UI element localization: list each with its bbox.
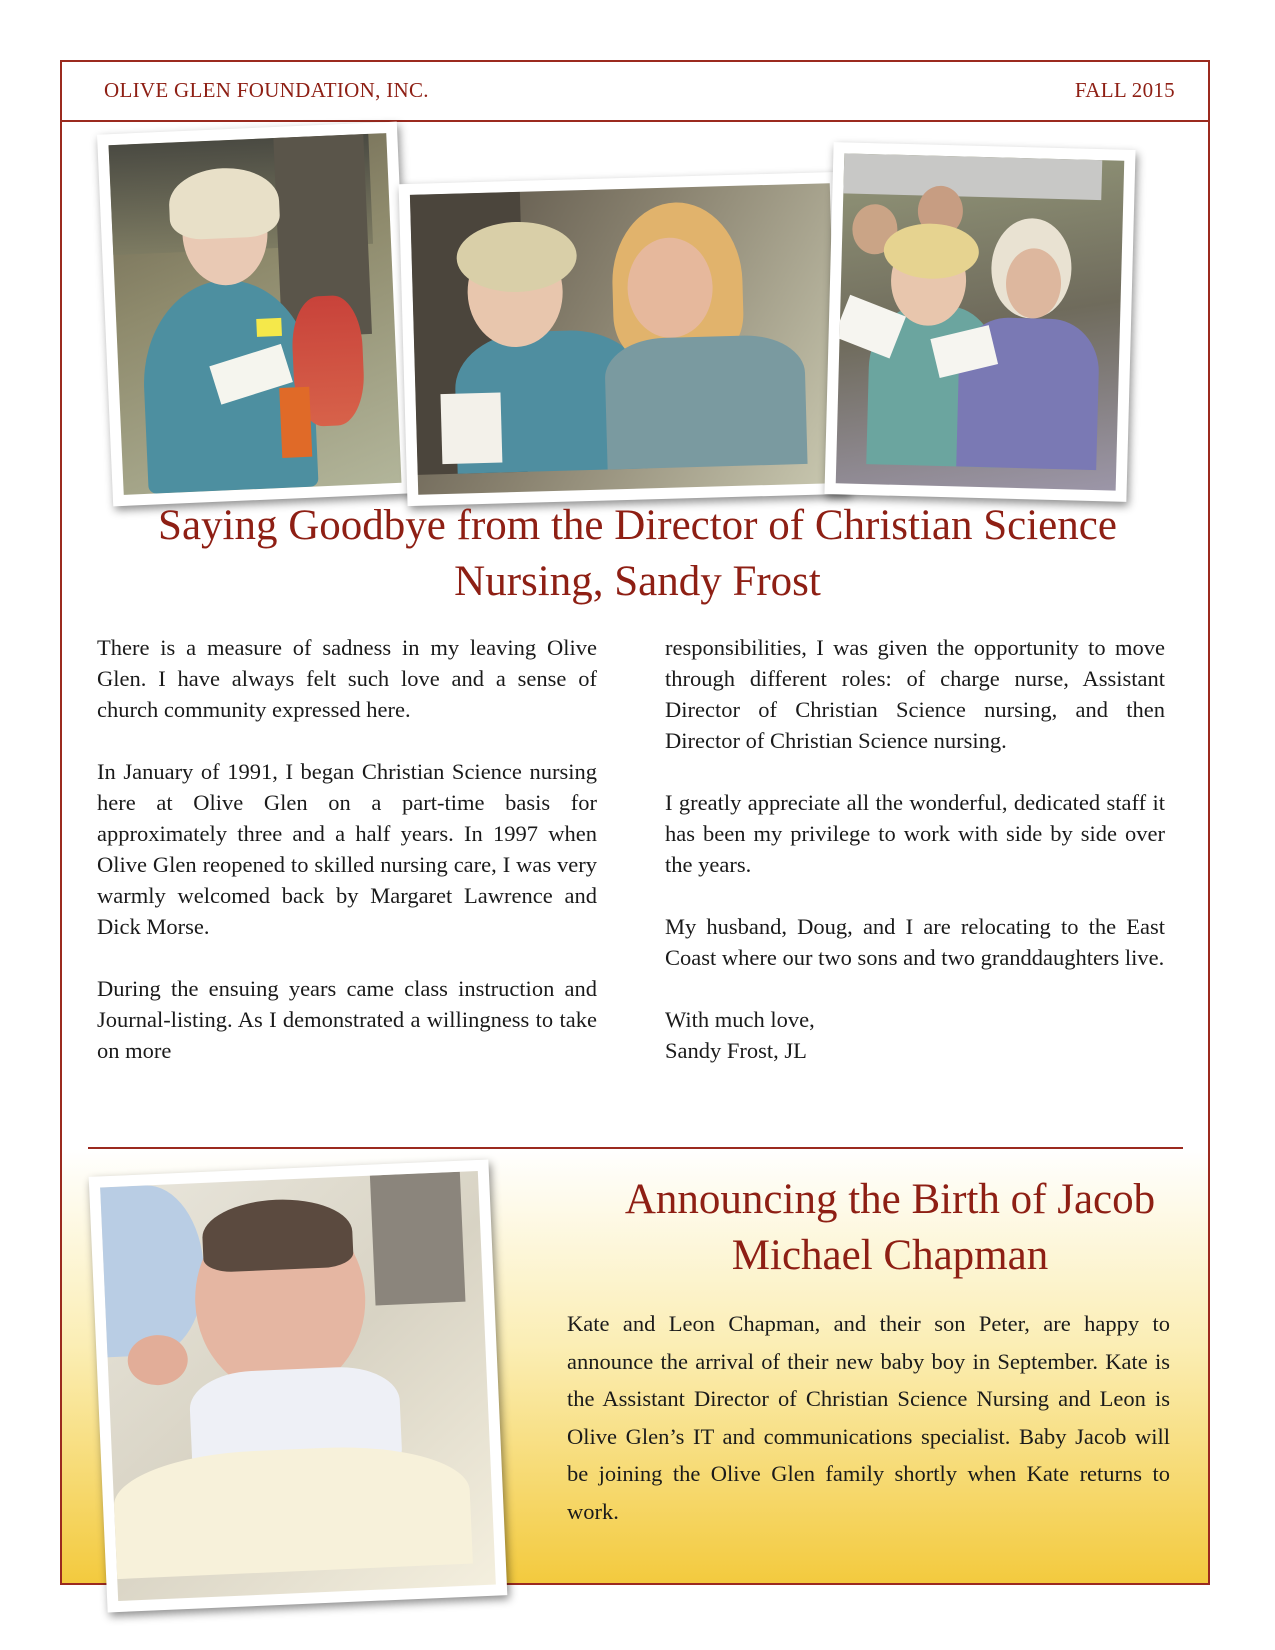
issue-date: FALL 2015 (1074, 78, 1175, 102)
article-title-goodbye: Saying Goodbye from the Director of Christian Science Nursing, Sandy Frost (158, 502, 1117, 605)
header-rule (60, 120, 1210, 122)
photo-baby (89, 1159, 508, 1612)
article-right-column (665, 632, 1165, 1066)
photo-gathering (824, 142, 1135, 502)
article-left-column (97, 632, 597, 1097)
paragraph: I greatly appreciate all the wonderful, dedicated staff it has been my privilege to work with side by side over the years. (665, 790, 1165, 877)
paragraph: During the ensuing years came class instruction and Journal-listing. As I demonstrated a willingness to take on more (97, 976, 597, 1063)
organization-name: OLIVE GLEN FOUNDATION, INC. (104, 78, 429, 102)
photo-sandy-flowers (97, 122, 413, 507)
signature: Sandy Frost, JL (665, 1038, 807, 1063)
article-title-birth: Announcing the Birth of Jacob Michael Chapman (624, 1176, 1156, 1279)
photo-hug (399, 172, 850, 506)
paragraph: responsibilities, I was given the opportunity to move through different roles: of charge nurse, Assistant Director of Christian Science nursing, and then Director of Christian Science nursing. (665, 635, 1165, 753)
paragraph: In January of 1991, I began Christian Science nursing here at Olive Glen on a part-time basis for approximately three and a half years. In 1997 when Olive Glen reopened to skilled nursing care, I was very warmly welcomed back by Margaret Lawrence and Dick Morse. (97, 759, 597, 939)
closing: With much love, (665, 1007, 815, 1032)
birth-announcement-text: Kate and Leon Chapman, and their son Peter, are happy to announce the arrival of their new baby boy in September. Kate is the Assistant Director of Christian Science Nursing and Leon is Olive Glen’s IT and communications specialist. Baby Jacob will be joining the Olive Glen family shortly when Kate returns to work. (567, 1311, 1170, 1524)
paragraph: There is a measure of sadness in my leaving Olive Glen. I have always felt such love and a sense of church community expressed here. (97, 635, 597, 722)
section-divider (88, 1147, 1183, 1149)
paragraph: My husband, Doug, and I are relocating to the East Coast where our two sons and two granddaughters live. (665, 914, 1165, 970)
